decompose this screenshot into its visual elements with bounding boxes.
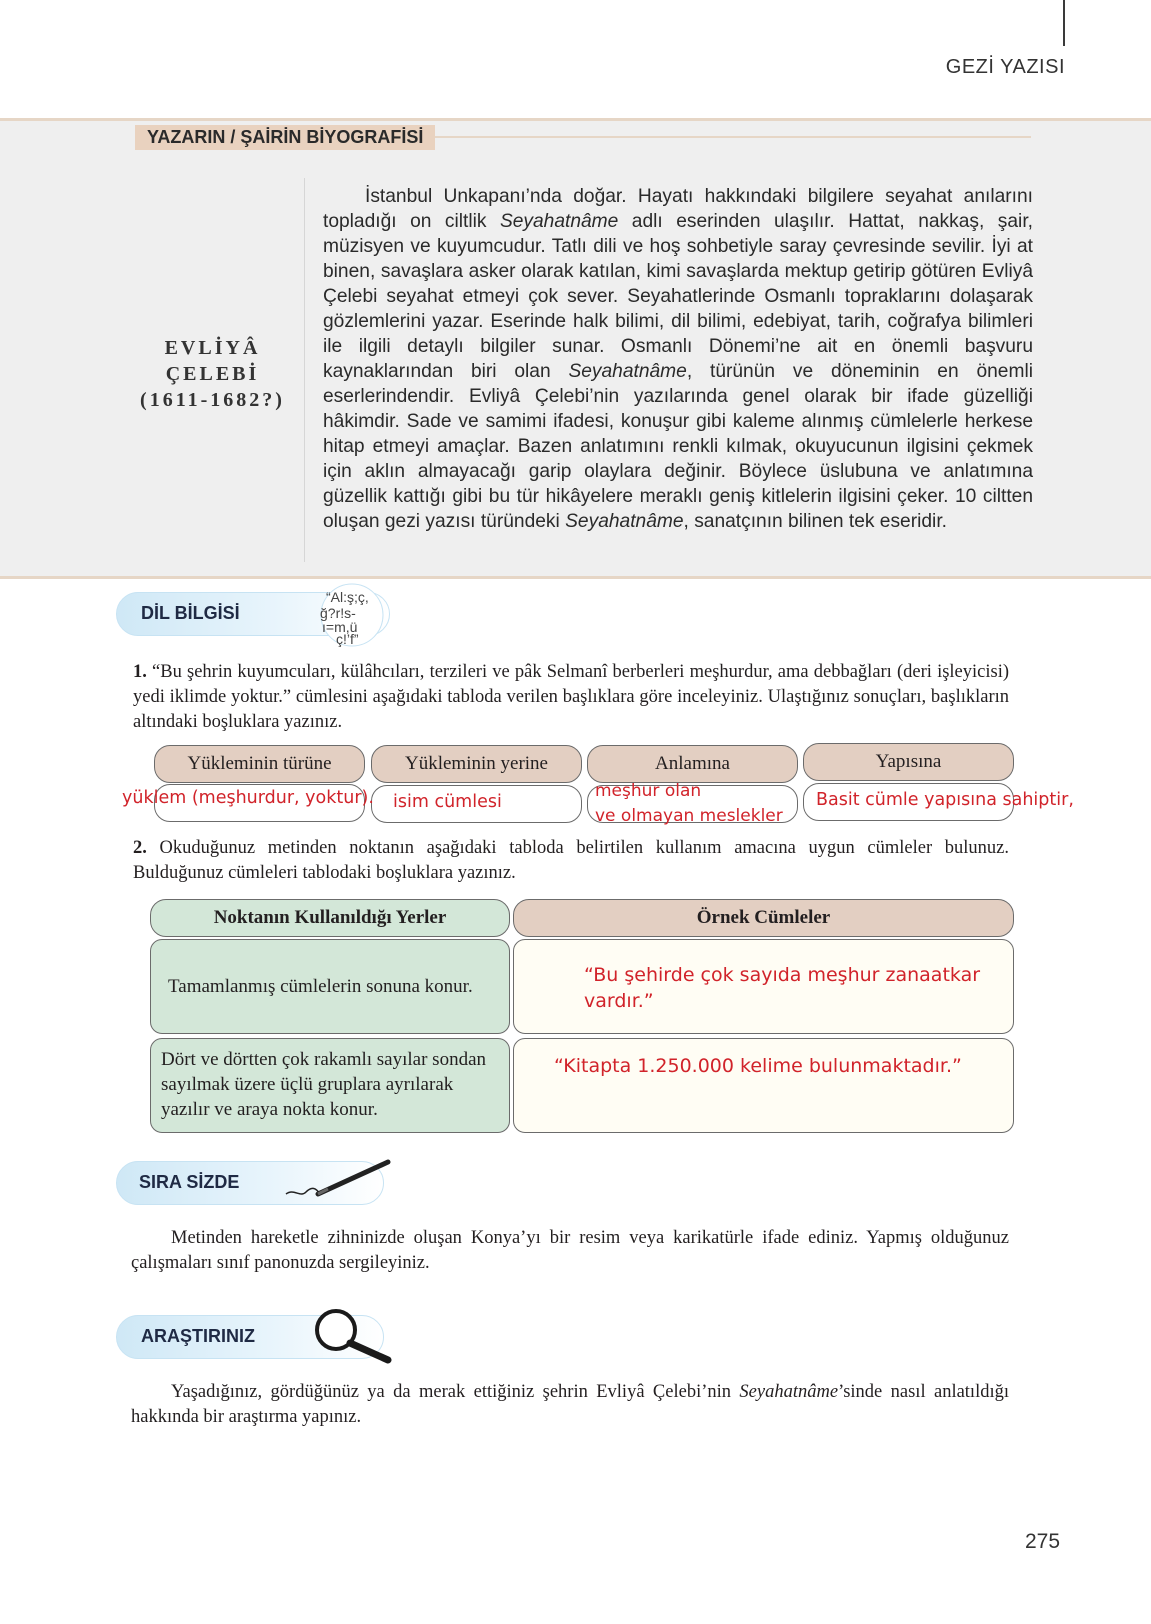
answer-yuklem-yeri: isim cümlesi	[393, 792, 502, 812]
table2-row2-left	[150, 1038, 510, 1133]
table2-row1-left-text: Tamamlanmış cümlelerin sonuna konur.	[168, 976, 473, 997]
bio-text-part: İstanbul Unkapanı’nda doğar. Hayatı hakkındaki bilgilere seyahat anılarını topladığı on ciltlik	[323, 186, 1033, 232]
question-2-text: Okuduğunuz metinden noktanın aşağıdaki tabloda belirtilen kullanım amacına uygun cümleler bulunuz. Bulduğunuz cümleleri tablodaki boşluklara yazınız.	[133, 838, 1010, 883]
question-2-number: 2.	[133, 838, 147, 858]
section-header: GEZİ YAZISI	[945, 56, 1065, 78]
bio-text-italic: Seyahatnâme	[499, 211, 619, 232]
question-1	[133, 660, 1009, 735]
table2-row2-right[interactable]	[513, 1038, 1014, 1133]
svg-text:ğ?r!s-: ğ?r!s-	[320, 605, 356, 621]
author-name-line2: ÇELEBİ	[165, 363, 260, 385]
pen-icon	[284, 1158, 392, 1204]
svg-text:“Al:ş;ç,: “Al:ş;ç,	[326, 589, 369, 605]
answer-yapi: Basit cümle yapısına sahiptir,	[816, 790, 1074, 810]
dil-bilgisi-label: DİL BİLGİSİ	[141, 603, 240, 623]
svg-text:ç!’f”: ç!’f”	[336, 631, 359, 647]
table1-header: Yükleminin yerine	[371, 745, 582, 783]
question-2	[133, 836, 1009, 886]
sira-sizde-text: Metinden hareketle zihninizde oluşan Konya’yı bir resim veya karikatürle ifade ediniz. Yapmış olduğunuz çalışmaları sınıf panonuzda sergileyiniz.	[131, 1228, 1009, 1273]
biography-tag: YAZARIN / ŞAİRİN BİYOGRAFİSİ	[135, 125, 435, 150]
author-dates: (1611-1682?)	[140, 389, 285, 411]
magnifier-icon	[310, 1306, 394, 1366]
answer-anlam-line2: ve olmayan meslekler	[595, 806, 783, 826]
arastiriniz-label: ARAŞTIRINIZ	[141, 1326, 255, 1346]
biography-text	[323, 184, 1033, 534]
top-rule	[1063, 0, 1065, 46]
arastiriniz-text-part: ’sinde nasıl anlatıldığı hakkında bir araştırma yapınız.	[131, 1382, 1009, 1427]
bio-text-part: , sanatçının bilinen tek eseridir.	[683, 511, 947, 532]
biography-tag-line	[420, 136, 1031, 138]
table2-row2-left-text: Dört ve dörtten çok rakamlı sayılar sondan sayılmak üzere üçlü gruplara ayrılarak yazılır ve araya nokta konur.	[161, 1049, 487, 1120]
bio-text-italic: Seyahatnâme	[565, 511, 684, 532]
table2-row2-answer: “Kitapta 1.250.000 kelime bulunmaktadır.”	[554, 1055, 962, 1077]
answer-yuklem-turu: yüklem (meşhurdur, yoktur).	[122, 788, 374, 808]
table2-row1-right[interactable]	[513, 939, 1014, 1034]
arastiriniz-text-part: Yaşadığınız, gördüğünüz ya da merak ettiğiniz şehrin Evliyâ Çelebi’nin	[171, 1382, 740, 1402]
bio-text-part: , türünün ve döneminin en önemli eserlerindendir. Evliyâ Çelebi’nin yazılarında genel olarak bir ifade güzelliği hâkimdir. Sade ve samimi ifadesi, konuşur gibi kaleme alınmış cümlelerle herkese hitap etmeyi amaçlar. Bazen anlatımını renkli kılmak, okuyucunun ilgisini çekmek için aklın almayacağı garip olaylara değinir. Böylece üslubuna ve anlatımına güzellik kattığı gibi bu tür hikâyelere meraklı geniş kitlelerin ilgisini çeker. 10 ciltten oluşan gezi yazısı türündeki	[323, 361, 1033, 532]
answer-anlam	[595, 779, 783, 829]
arastiriniz-text	[131, 1380, 1009, 1430]
page-number: 275	[1025, 1530, 1061, 1553]
bio-text-italic: Seyahatnâme	[568, 361, 687, 382]
answer-anlam-line1: meşhur olan	[595, 781, 702, 801]
table1-header: Anlamına	[587, 745, 798, 783]
letters-icon	[312, 580, 394, 650]
question-1-text: “Bu şehrin kuyumcuları, külâhcıları, terzileri ve pâk Selmanî berberleri meşhurdur, ama debbağları (deri işleyicisi) yedi iklimde yoktur.” cümlesini aşağıdaki tabloda verilen başlıklara göre inceleyiniz. Ulaştığınız sonuçları, başlıkların altındaki boşluklara yazınız.	[133, 662, 1010, 732]
svg-text:ı=m,ü: ı=m,ü	[322, 619, 358, 635]
biography-divider	[304, 178, 305, 562]
table2-header-right: Örnek Cümleler	[513, 899, 1014, 937]
author-name-line1: EVLİYÂ	[164, 337, 261, 359]
author-name	[140, 335, 285, 413]
sira-sizde-label: SIRA SİZDE	[139, 1172, 240, 1192]
table2-row1-answer: “Bu şehirde çok sayıda meşhur zanaatkar vardır.”	[584, 964, 981, 1012]
table2-row1-left	[150, 939, 510, 1034]
table1-header: Yapısına	[803, 743, 1014, 781]
bio-text-part: adlı eserinden ulaşılır. Hattat, nakkaş, şair, müzisyen ve kuyumcudur. Tatlı dili ve hoş sohbetiyle saray çevresinde sevilir. İyi at binen, savaşlara asker olarak katılan, kimi savaşlarda mektup getirip götüren Evliyâ Çelebi seyahat etmeyi çok sever. Seyahatlerinde Osmanlı topraklarını dolaşarak gözlemlerini yazar. Eserinde halk bilimi, dil bilimi, edebiyat, tarih, coğrafya bilimleri ile ilgili detaylı bilgiler sunar. Osmanlı Dönemi’ne ait en önemli başvuru kaynaklarından biri olan	[323, 211, 1033, 382]
question-1-number: 1.	[133, 662, 147, 682]
table2-header-left: Noktanın Kullanıldığı Yerler	[150, 899, 510, 937]
table1-header: Yükleminin türüne	[154, 745, 365, 783]
arastiriniz-text-italic: Seyahatnâme	[739, 1382, 839, 1402]
